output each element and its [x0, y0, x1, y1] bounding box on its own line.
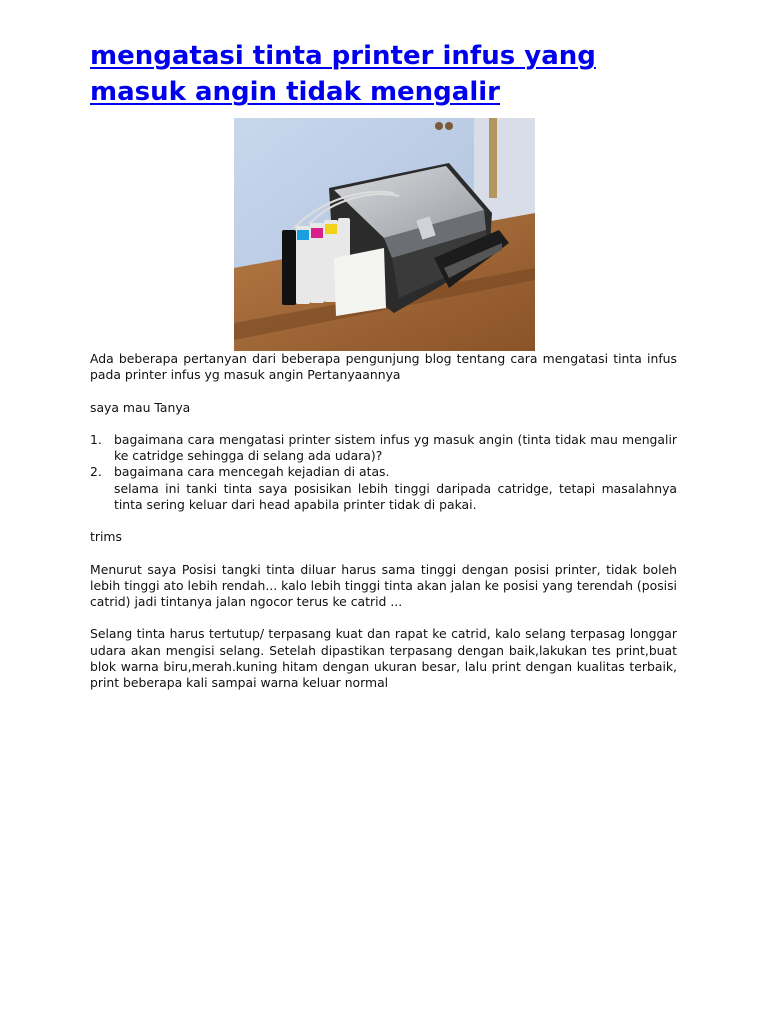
question-list [90, 432, 677, 513]
question-text: bagaimana cara mengatasi printer sistem infus yg masuk angin (tinta tidak mau mengalir ke catridge sehingga di selang ada udara)? [114, 431, 677, 464]
list-item [90, 432, 677, 464]
question-text: bagaimana cara mencegah kejadian di atas. [114, 464, 390, 480]
document-page [90, 38, 677, 690]
list-number: 1. [90, 431, 102, 447]
question-continuation: selama ini tanki tinta saya posisikan lebih tinggi daripada catridge, tetapi masalahnya tinta sering keluar dari head apabila printer tidak di pakai. [114, 480, 677, 512]
answer-paragraph-1: Menurut saya Posisi tangki tinta diluar harus sama tinggi dengan posisi printer, tidak boleh lebih tinggi ato lebih rendah... kalo lebih tinggi tinta akan jalan ke posisi yang terendah (posisi catrid) jadi tintanya jalan ngocor terus ke catrid ... [90, 561, 677, 609]
answer-paragraph-2: Selang tinta harus tertutup/ terpasang kuat dan rapat ke catrid, kalo selang terpasag longgar udara akan mengisi selang. Setelah dipastikan terpasang dengan baik,lakukan tes print,buat blok warna biru,merah.kuning hitam dengan ukuran besar, lalu print dengan kualitas terbaik, print beberapa kali sampai warna keluar normal [90, 626, 677, 690]
article-body [90, 351, 677, 707]
page-title [90, 38, 677, 110]
list-item [90, 464, 677, 513]
intro-paragraph: Ada beberapa pertanyan dari beberapa pengunjung blog tentang cara mengatasi tinta infus pada printer infus yg masuk angin Pertanyaannya [90, 351, 677, 383]
signoff-text: trims [90, 529, 122, 545]
printer-photo [234, 118, 535, 351]
title-link[interactable]: mengatasi tinta printer infus yang masuk angin tidak mengalir [90, 41, 596, 107]
list-number: 2. [90, 464, 102, 480]
greeting-text: saya mau Tanya [90, 399, 191, 415]
